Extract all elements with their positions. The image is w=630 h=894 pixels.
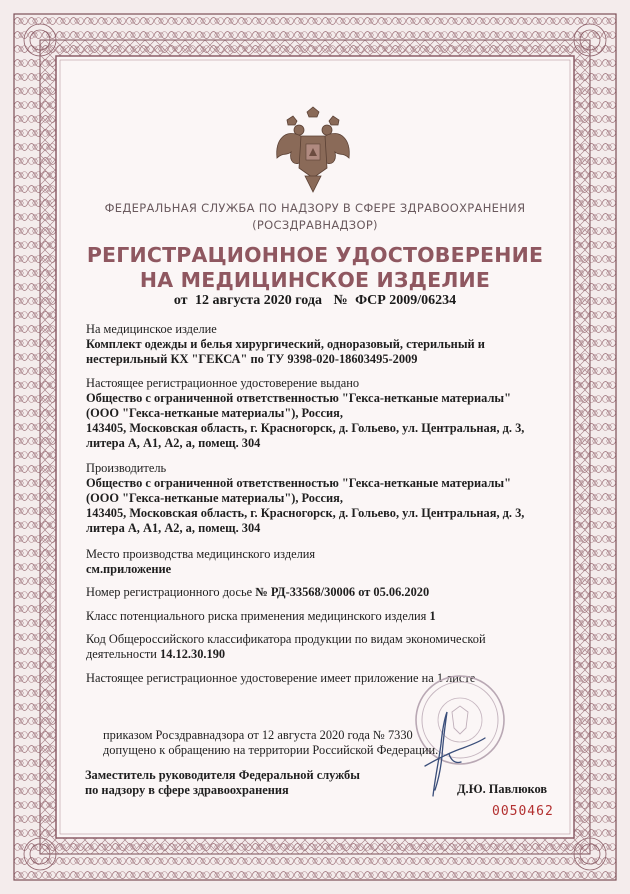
dossier-label: Номер регистрационного досье <box>86 585 253 599</box>
risk-class-line <box>86 609 556 624</box>
device-label: На медицинское изделие <box>86 322 217 336</box>
dossier-value: № РД-33568/30006 от 05.06.2020 <box>255 585 430 599</box>
signatory-title-line2: по надзору в сфере здравоохранения <box>85 783 289 797</box>
signatory-title-line1: Заместитель руководителя Федеральной службы <box>85 768 360 782</box>
coat-of-arms-emblem <box>271 106 355 194</box>
manufacturer-label: Производитель <box>86 461 167 475</box>
order-text <box>103 728 438 758</box>
okp-label: деятельности <box>86 647 157 661</box>
risk-label: Класс потенциального риска применения медицинского изделия <box>86 609 427 623</box>
okp-section <box>86 632 556 662</box>
issued-line4: литера А, А1, А2, а, помещ. 304 <box>86 436 261 450</box>
manufacturer-line1: Общество с ограниченной ответственностью "Гекса-нетканые материалы" <box>86 476 511 490</box>
manufacturer-line3: 143405, Московская область, г. Красногорск, д. Гольево, ул. Центральная, д. 3, <box>86 506 525 520</box>
title-line1: РЕГИСТРАЦИОННОЕ УДОСТОВЕРЕНИЕ <box>86 243 544 267</box>
device-name-line1: Комплект одежды и белья хирургический, одноразовый, стерильный и <box>86 337 485 351</box>
manufacturer-line4: литера А, А1, А2, а, помещ. 304 <box>86 521 261 535</box>
risk-value: 1 <box>429 609 436 623</box>
certificate-number: ФСР 2009/06234 <box>355 293 457 308</box>
okp-code: 14.12.30.190 <box>160 647 226 661</box>
manufacturer-line2: (ООО "Гекса-нетканые материалы"), Россия, <box>86 491 343 505</box>
agency-name-line2: (РОСЗДРАВНАДЗОР) <box>252 218 378 232</box>
order-line1: приказом Росздравнадзора от 12 августа 2020 года № 7330 <box>103 728 413 742</box>
production-label: Место производства медицинского изделия <box>86 547 316 561</box>
issued-line2: (ООО "Гекса-нетканые материалы"), Россия, <box>86 406 343 420</box>
document-title <box>80 243 550 293</box>
production-value: см.приложение <box>86 562 172 576</box>
number-sign: № <box>333 293 348 308</box>
manufacturer-section <box>86 461 556 536</box>
signatory-name: Д.Ю. Павлюков <box>457 782 548 796</box>
issued-line3: 143405, Московская область, г. Красногорск, д. Гольево, ул. Центральная, д. 3, <box>86 421 525 435</box>
device-section <box>86 322 556 367</box>
appendix-text: Настоящее регистрационное удостоверение имеет приложение на 1 листе <box>86 671 476 685</box>
agency-name-line1: ФЕДЕРАЛЬНАЯ СЛУЖБА ПО НАДЗОРУ В СФЕРЕ ЗДРАВООХРАНЕНИЯ <box>104 201 526 215</box>
issued-label: Настоящее регистрационное удостоверение выдано <box>86 376 360 390</box>
issue-date: 12 августа 2020 года <box>195 293 322 308</box>
agency-name <box>80 200 550 234</box>
device-name-line2: нестерильный КХ "ГЕКСА" по ТУ 9398-020-18603495-2009 <box>86 352 418 366</box>
signatory-title <box>85 768 360 798</box>
title-line2: НА МЕДИЦИНСКОЕ ИЗДЕЛИЕ <box>139 268 491 292</box>
production-section <box>86 547 556 577</box>
dossier-line <box>86 585 556 600</box>
issued-line1: Общество с ограниченной ответственностью "Гекса-нетканые материалы" <box>86 391 511 405</box>
okp-line1: Код Общероссийского классификатора продукции по видам экономической <box>86 632 486 646</box>
date-prefix: от <box>173 293 188 308</box>
serial-number: 0050462 <box>492 804 554 819</box>
issue-date-line <box>80 293 550 309</box>
order-line2: допущено к обращению на территории Российской Федерации. <box>103 743 439 757</box>
issued-section <box>86 376 556 451</box>
